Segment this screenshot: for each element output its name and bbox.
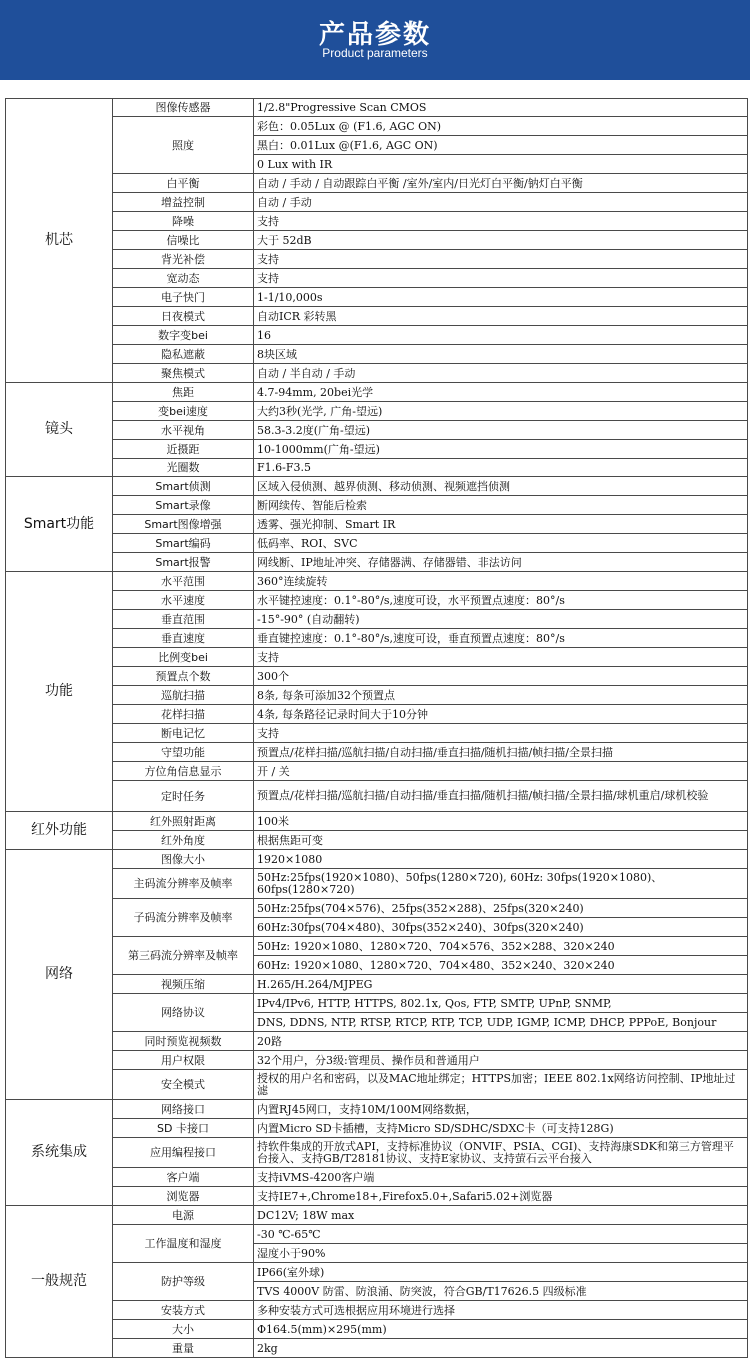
param-name: 比例变bei — [113, 648, 254, 667]
param-name: Smart报警 — [113, 553, 254, 572]
spec-row — [6, 762, 748, 781]
param-value: IP66(室外球) — [254, 1263, 748, 1282]
param-name: 红外照射距离 — [113, 812, 254, 831]
param-name: 降噪 — [113, 212, 254, 231]
spec-row — [6, 231, 748, 250]
param-value: 4条, 每条路径记录时间大于10分钟 — [254, 705, 748, 724]
spec-row — [6, 1100, 748, 1119]
param-value: 支持 — [254, 269, 748, 288]
spec-row — [6, 975, 748, 994]
param-name: 光圈数 — [113, 459, 254, 477]
param-value: 自动 / 手动 — [254, 193, 748, 212]
param-value: 支持 — [254, 250, 748, 269]
param-value: 360°连续旋转 — [254, 572, 748, 591]
param-value: 58.3-3.2度(广角-望远) — [254, 421, 748, 440]
spec-row — [6, 937, 748, 956]
spec-row — [6, 1138, 748, 1168]
spec-row — [6, 994, 748, 1013]
spec-row — [6, 117, 748, 136]
param-value: 授权的用户名和密码，以及MAC地址绑定；HTTPS加密；IEEE 802.1x网络访问控制、IP地址过滤 — [254, 1070, 748, 1100]
spec-row — [6, 1206, 748, 1225]
param-name: 电源 — [113, 1206, 254, 1225]
param-name: 网络接口 — [113, 1100, 254, 1119]
spec-row — [6, 459, 748, 477]
spec-row — [6, 515, 748, 534]
header-banner — [0, 0, 750, 80]
spec-row — [6, 1168, 748, 1187]
param-value: 预置点/花样扫描/巡航扫描/自动扫描/垂直扫描/随机扫描/帧扫描/全景扫描/球机重启/球机校验 — [254, 781, 748, 812]
spec-row — [6, 869, 748, 899]
spec-row — [6, 899, 748, 918]
param-name: 增益控制 — [113, 193, 254, 212]
param-value: 20路 — [254, 1032, 748, 1051]
param-name: 宽动态 — [113, 269, 254, 288]
spec-row — [6, 686, 748, 705]
param-value: 60Hz:30fps(704×480)、30fps(352×240)、30fps(320×240) — [254, 918, 748, 937]
param-value: 内置RJ45网口，支持10M/100M网络数据， — [254, 1100, 748, 1119]
spec-row — [6, 364, 748, 383]
param-name: 大小 — [113, 1320, 254, 1339]
spec-row — [6, 1032, 748, 1051]
param-name: 安装方式 — [113, 1301, 254, 1320]
param-value: 开 / 关 — [254, 762, 748, 781]
param-value: 支持iVMS-4200客户端 — [254, 1168, 748, 1187]
param-value: 网线断、IP地址冲突、存储器满、存储器错、非法访问 — [254, 553, 748, 572]
param-value: -30 ℃-65℃ — [254, 1225, 748, 1244]
spec-row — [6, 383, 748, 402]
param-name: 应用编程接口 — [113, 1138, 254, 1168]
spec-row — [6, 812, 748, 831]
param-value: 50Hz:25fps(1920×1080)、50fps(1280×720), 60Hz: 30fps(1920×1080)、60fps(1280×720) — [254, 869, 748, 899]
param-name: 白平衡 — [113, 174, 254, 193]
param-value: 50Hz: 1920×1080、1280×720、704×576、352×288、320×240 — [254, 937, 748, 956]
param-name: 主码流分辨率及帧率 — [113, 869, 254, 899]
param-value: 根据焦距可变 — [254, 831, 748, 850]
spec-row — [6, 667, 748, 686]
param-name: 聚焦模式 — [113, 364, 254, 383]
category-cell: 网络 — [6, 850, 113, 1100]
param-value: 支持IE7+,Chrome18+,Firefox5.0+,Safari5.02+浏览器 — [254, 1187, 748, 1206]
param-value: 32个用户，分3级:管理员、操作员和普通用户 — [254, 1051, 748, 1070]
spec-row — [6, 1301, 748, 1320]
param-value: 4.7-94mm, 20bei光学 — [254, 383, 748, 402]
spec-row — [6, 326, 748, 345]
spec-row — [6, 1187, 748, 1206]
param-name: 同时预览视频数 — [113, 1032, 254, 1051]
param-value: 黑白：0.01Lux @(F1.6, AGC ON) — [254, 136, 748, 155]
param-name: 背光补偿 — [113, 250, 254, 269]
param-value: 区域入侵侦测、越界侦测、移动侦测、视频遮挡侦测 — [254, 477, 748, 496]
param-name: 重量 — [113, 1339, 254, 1358]
category-cell: 一般规范 — [6, 1206, 113, 1358]
category-cell: 系统集成 — [6, 1100, 113, 1206]
spec-row — [6, 534, 748, 553]
param-value: 持软件集成的开放式API，支持标准协议（ONVIF、PSIA、CGI)、支持海康SDK和第三方管理平台接入、支持GB/T28181协议、支持E家协议、支持萤石云平台接入 — [254, 1138, 748, 1168]
spec-row — [6, 781, 748, 812]
param-value: 60Hz: 1920×1080、1280×720、704×480、352×240、320×240 — [254, 956, 748, 975]
spec-row — [6, 1070, 748, 1100]
param-name: 水平范围 — [113, 572, 254, 591]
param-name: 照度 — [113, 117, 254, 174]
param-value: 10-1000mm(广角-望远) — [254, 440, 748, 459]
spec-row — [6, 307, 748, 326]
param-name: 工作温度和湿度 — [113, 1225, 254, 1263]
category-cell: Smart功能 — [6, 477, 113, 572]
param-name: 安全模式 — [113, 1070, 254, 1100]
param-value: 大约3秒(光学, 广角-望远) — [254, 402, 748, 421]
param-value: 1/2.8"Progressive Scan CMOS — [254, 99, 748, 117]
param-value: 预置点/花样扫描/巡航扫描/自动扫描/垂直扫描/随机扫描/帧扫描/全景扫描 — [254, 743, 748, 762]
category-cell: 功能 — [6, 572, 113, 812]
spec-row — [6, 345, 748, 364]
param-value: 大于 52dB — [254, 231, 748, 250]
param-name: 用户权限 — [113, 1051, 254, 1070]
spec-row — [6, 288, 748, 307]
param-name: 垂直范围 — [113, 610, 254, 629]
spec-row — [6, 705, 748, 724]
param-value: 水平键控速度：0.1°-80°/s,速度可设，水平预置点速度：80°/s — [254, 591, 748, 610]
param-value: 300个 — [254, 667, 748, 686]
spec-row — [6, 269, 748, 288]
spec-row — [6, 724, 748, 743]
spec-row — [6, 193, 748, 212]
param-value: 彩色：0.05Lux @ (F1.6, AGC ON) — [254, 117, 748, 136]
param-name: 防护等级 — [113, 1263, 254, 1301]
param-name: 焦距 — [113, 383, 254, 402]
category-cell: 红外功能 — [6, 812, 113, 850]
spec-row — [6, 1225, 748, 1244]
param-name: 图像传感器 — [113, 99, 254, 117]
param-name: 巡航扫描 — [113, 686, 254, 705]
param-name: 第三码流分辨率及帧率 — [113, 937, 254, 975]
param-name: 视频压缩 — [113, 975, 254, 994]
param-name: 水平视角 — [113, 421, 254, 440]
spec-row — [6, 477, 748, 496]
spec-row — [6, 1339, 748, 1358]
param-value: 1920×1080 — [254, 850, 748, 869]
param-value: 自动ICR 彩转黑 — [254, 307, 748, 326]
param-value: 8块区域 — [254, 345, 748, 364]
param-value: 断网续传、智能后检索 — [254, 496, 748, 515]
spec-row — [6, 421, 748, 440]
param-name: 红外角度 — [113, 831, 254, 850]
param-value: 湿度小于90% — [254, 1244, 748, 1263]
param-value: 低码率、ROI、SVC — [254, 534, 748, 553]
spec-row — [6, 648, 748, 667]
param-name: 图像大小 — [113, 850, 254, 869]
spec-row — [6, 1051, 748, 1070]
param-value: F1.6-F3.5 — [254, 459, 748, 477]
param-name: 守望功能 — [113, 743, 254, 762]
category-cell: 机芯 — [6, 99, 113, 383]
param-name: 近摄距 — [113, 440, 254, 459]
spec-row — [6, 212, 748, 231]
param-value: 1-1/10,000s — [254, 288, 748, 307]
param-value: -15°-90° (自动翻转) — [254, 610, 748, 629]
param-name: SD 卡接口 — [113, 1119, 254, 1138]
spec-row — [6, 174, 748, 193]
spec-row — [6, 1263, 748, 1282]
param-name: Smart侦测 — [113, 477, 254, 496]
spec-row — [6, 629, 748, 648]
spec-row — [6, 1119, 748, 1138]
param-name: 垂直速度 — [113, 629, 254, 648]
page-title: 产品参数 — [318, 20, 431, 50]
param-name: Smart编码 — [113, 534, 254, 553]
param-name: 方位角信息显示 — [113, 762, 254, 781]
spec-row — [6, 591, 748, 610]
param-name: 定时任务 — [113, 781, 254, 812]
spec-row — [6, 99, 748, 117]
param-value: DNS, DDNS, NTP, RTSP, RTCP, RTP, TCP, UDP, IGMP, ICMP, DHCP, PPPoE, Bonjour — [254, 1013, 748, 1032]
param-name: 断电记忆 — [113, 724, 254, 743]
param-name: 子码流分辨率及帧率 — [113, 899, 254, 937]
spec-table — [5, 98, 748, 1358]
spec-row — [6, 553, 748, 572]
spec-row — [6, 1320, 748, 1339]
param-value: Φ164.5(mm)×295(mm) — [254, 1320, 748, 1339]
param-value: 自动 / 半自动 / 手动 — [254, 364, 748, 383]
spec-row — [6, 250, 748, 269]
param-name: 日夜模式 — [113, 307, 254, 326]
spec-row — [6, 850, 748, 869]
page-subtitle: Product parameters — [322, 46, 428, 60]
category-cell: 镜头 — [6, 383, 113, 477]
param-value: 支持 — [254, 648, 748, 667]
spec-row — [6, 440, 748, 459]
param-value: 多种安装方式可选根据应用环境进行选择 — [254, 1301, 748, 1320]
param-value: 垂直键控速度：0.1°-80°/s,速度可设，垂直预置点速度：80°/s — [254, 629, 748, 648]
param-value: H.265/H.264/MJPEG — [254, 975, 748, 994]
spec-row — [6, 572, 748, 591]
param-name: 隐私遮蔽 — [113, 345, 254, 364]
param-name: 变bei速度 — [113, 402, 254, 421]
param-value: 100米 — [254, 812, 748, 831]
param-value: IPv4/IPv6, HTTP, HTTPS, 802.1x, Qos, FTP, SMTP, UPnP, SNMP, — [254, 994, 748, 1013]
param-name: 水平速度 — [113, 591, 254, 610]
param-name: Smart图像增强 — [113, 515, 254, 534]
param-name: Smart录像 — [113, 496, 254, 515]
param-name: 电子快门 — [113, 288, 254, 307]
param-name: 网络协议 — [113, 994, 254, 1032]
spec-row — [6, 496, 748, 515]
param-name: 客户端 — [113, 1168, 254, 1187]
spec-row — [6, 610, 748, 629]
param-value: 支持 — [254, 724, 748, 743]
spec-row — [6, 831, 748, 850]
param-value: 0 Lux with IR — [254, 155, 748, 174]
param-name: 浏览器 — [113, 1187, 254, 1206]
spec-row — [6, 743, 748, 762]
param-value: TVS 4000V 防雷、防浪涌、防突波，符合GB/T17626.5 四级标准 — [254, 1282, 748, 1301]
param-value: DC12V; 18W max — [254, 1206, 748, 1225]
param-value: 自动 / 手动 / 自动跟踪白平衡 /室外/室内/日光灯白平衡/钠灯白平衡 — [254, 174, 748, 193]
param-value: 透雾、强光抑制、Smart IR — [254, 515, 748, 534]
param-value: 2kg — [254, 1339, 748, 1358]
param-name: 数字变bei — [113, 326, 254, 345]
param-value: 8条, 每条可添加32个预置点 — [254, 686, 748, 705]
param-name: 预置点个数 — [113, 667, 254, 686]
spec-row — [6, 402, 748, 421]
param-value: 50Hz:25fps(704×576)、25fps(352×288)、25fps(320×240) — [254, 899, 748, 918]
param-name: 信噪比 — [113, 231, 254, 250]
param-name: 花样扫描 — [113, 705, 254, 724]
param-value: 16 — [254, 326, 748, 345]
param-value: 支持 — [254, 212, 748, 231]
param-value: 内置Micro SD卡插槽，支持Micro SD/SDHC/SDXC卡（可支持128G) — [254, 1119, 748, 1138]
